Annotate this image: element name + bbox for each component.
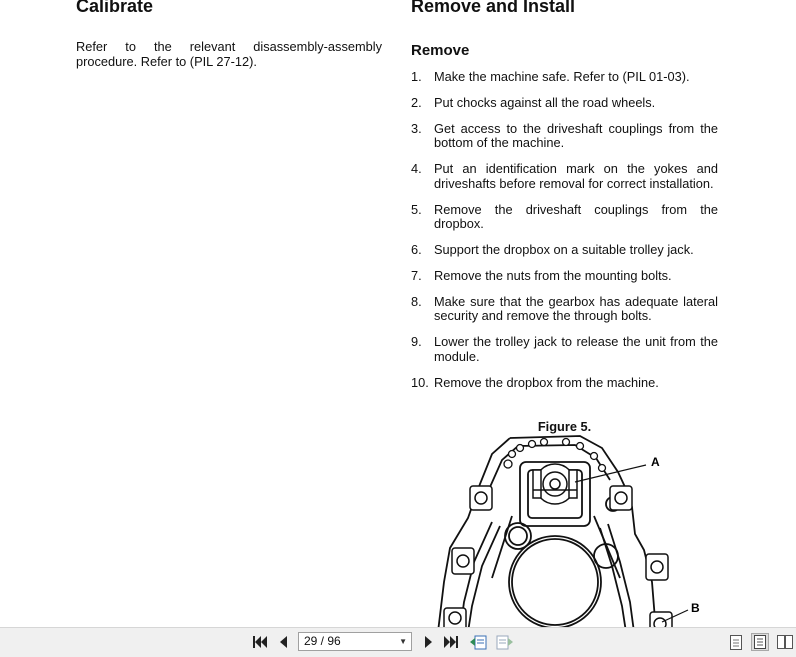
step-text: Get access to the driveshaft couplings from the bottom of the machine. bbox=[434, 120, 718, 151]
go-forward-button[interactable] bbox=[494, 634, 514, 650]
list-item bbox=[411, 203, 718, 232]
remove-install-heading: Remove and Install bbox=[411, 0, 576, 16]
next-page-icon bbox=[423, 636, 433, 648]
continuous-page-icon bbox=[754, 635, 766, 649]
page-forward-icon bbox=[495, 634, 513, 650]
list-item bbox=[411, 122, 718, 151]
list-item bbox=[411, 162, 718, 191]
step-number: 5. bbox=[411, 201, 422, 217]
first-page-icon bbox=[253, 636, 267, 648]
step-text: Make sure that the gearbox has adequate lateral security and remove the through bolts. bbox=[434, 293, 718, 324]
list-item bbox=[411, 269, 718, 284]
step-text: Remove the driveshaft couplings from the dropbox. bbox=[434, 201, 718, 232]
list-item bbox=[411, 96, 718, 111]
single-page-icon bbox=[730, 635, 742, 650]
continuous-view-button[interactable] bbox=[751, 633, 769, 651]
step-number: 7. bbox=[411, 267, 422, 283]
step-number: 1. bbox=[411, 69, 422, 84]
dropbox-diagram bbox=[420, 432, 720, 627]
page-indicator: 29 / 96 bbox=[304, 634, 341, 648]
yoke-detail bbox=[533, 464, 577, 504]
last-page-icon bbox=[444, 636, 458, 648]
step-text: Remove the dropbox from the machine. bbox=[434, 374, 659, 390]
previous-page-button[interactable] bbox=[277, 634, 291, 650]
facing-pages-view-button[interactable] bbox=[776, 634, 794, 650]
step-number: 8. bbox=[411, 293, 422, 309]
page-back-icon bbox=[470, 634, 488, 650]
previous-page-icon bbox=[279, 636, 289, 648]
step-number: 3. bbox=[411, 120, 422, 136]
callout-a: A bbox=[651, 455, 660, 469]
step-number: 9. bbox=[411, 334, 422, 350]
mounting-lugs bbox=[444, 486, 672, 627]
figure-title: Figure 5. bbox=[537, 419, 592, 434]
step-number: 6. bbox=[411, 241, 422, 257]
list-item bbox=[411, 70, 718, 85]
chevron-down-icon: ▼ bbox=[399, 637, 407, 646]
step-text: Remove the nuts from the mounting bolts. bbox=[434, 267, 672, 283]
first-page-button[interactable] bbox=[252, 634, 268, 650]
single-page-view-button[interactable] bbox=[728, 634, 744, 650]
list-item bbox=[411, 376, 718, 391]
step-text: Put an identification mark on the yokes and driveshafts before removal for correct installation. bbox=[434, 161, 718, 191]
step-number: 2. bbox=[411, 94, 422, 110]
list-item bbox=[411, 295, 718, 324]
housing-outline bbox=[438, 436, 656, 627]
step-text: Support the dropbox on a suitable trolley jack. bbox=[434, 241, 694, 257]
step-text: Lower the trolley jack to release the unit from the module. bbox=[434, 334, 718, 364]
step-text: Make the machine safe. Refer to (PIL 01-03). bbox=[434, 69, 690, 84]
last-page-button[interactable] bbox=[443, 634, 459, 650]
calibrate-paragraph: Refer to the relevant disassembly-assembly procedure. Refer to (PIL 27-12). bbox=[76, 39, 382, 69]
step-number: 10. bbox=[411, 374, 429, 390]
facing-pages-icon bbox=[777, 635, 793, 649]
step-number: 4. bbox=[411, 161, 422, 177]
next-page-button[interactable] bbox=[421, 634, 435, 650]
list-item bbox=[411, 243, 718, 258]
viewer-toolbar bbox=[0, 627, 796, 657]
callout-b: B bbox=[691, 601, 700, 615]
removal-steps-list bbox=[411, 70, 718, 401]
calibrate-heading: Calibrate bbox=[76, 0, 154, 16]
step-text: Put chocks against all the road wheels. bbox=[434, 94, 656, 110]
go-back-button[interactable] bbox=[469, 634, 489, 650]
list-item bbox=[411, 335, 718, 364]
page-number-select[interactable] bbox=[298, 632, 412, 651]
remove-subheading: Remove bbox=[411, 42, 470, 59]
